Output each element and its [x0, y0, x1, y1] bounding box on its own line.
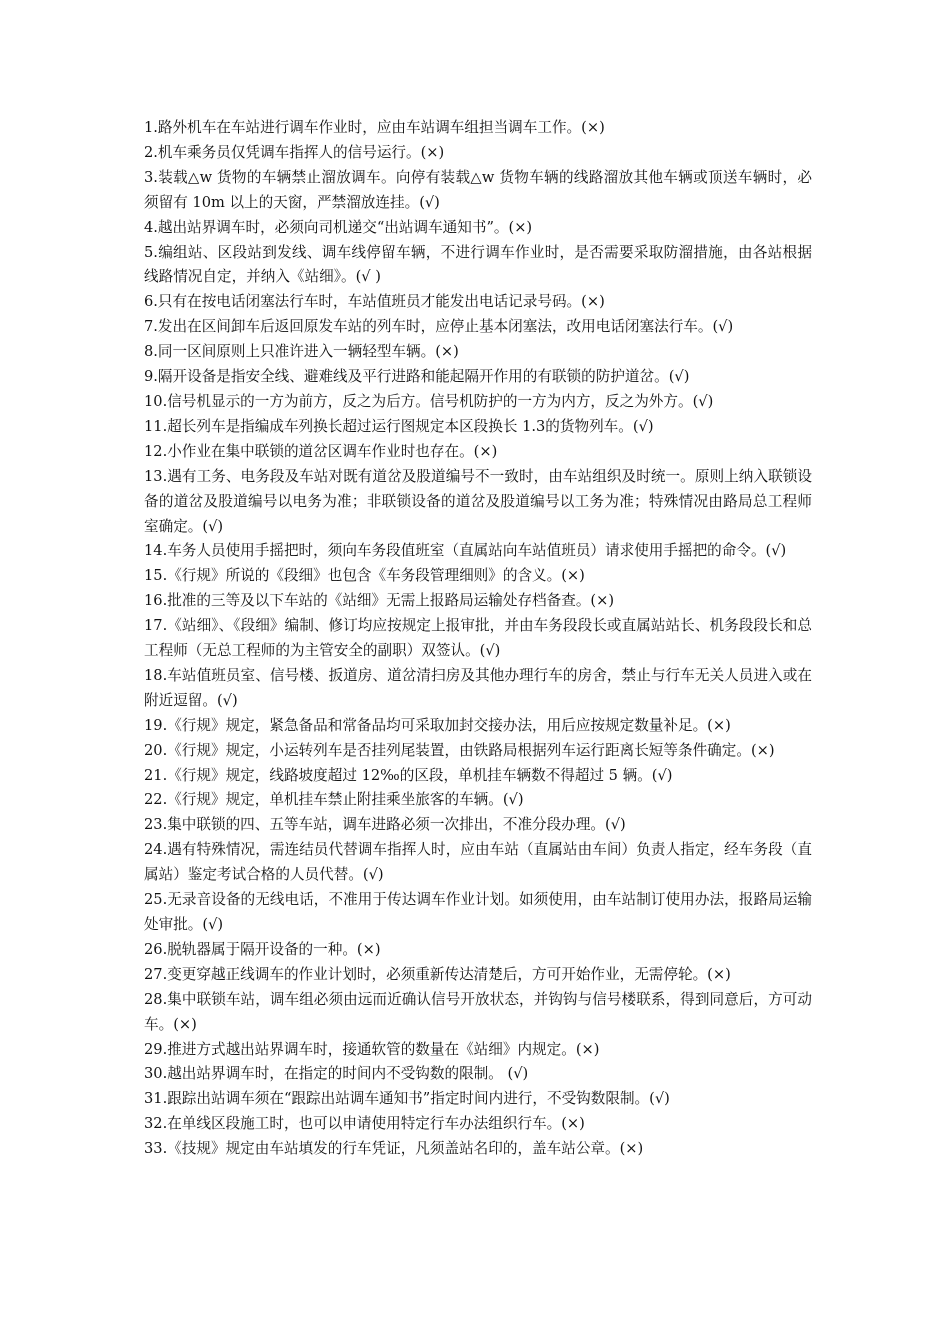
question-item: 24.遇有特殊情况，需连结员代替调车指挥人时，应由车站（直属站由车间）负责人指定，经车务段（直属站）鉴定考试合格的人员代替。(√)	[144, 841, 812, 884]
question-item: 17.《站细》、《段细》编制、修订均应按规定上报审批，并由车务段段长或直属站站长、机务段段长和总工程师（无总工程师的为主管安全的副职）双签认。(√)	[144, 617, 812, 660]
question-item: 33.《技规》规定由车站填发的行车凭证，凡须盖站名印的，盖车站公章。(×)	[144, 1140, 644, 1158]
question-item: 16.批准的三等及以下车站的《站细》无需上报路局运输处存档备查。(×)	[144, 592, 615, 610]
question-item: 11.超长列车是指编成车列换长超过运行图规定本区段换长 1.3的货物列车。(√)	[144, 417, 654, 435]
question-item: 30.越出站界调车时，在指定的时间内不受钩数的限制。 (√)	[144, 1065, 529, 1083]
question-item: 18.车站值班员室、信号楼、扳道房、道岔清扫房及其他办理行车的房舍，禁止与行车无关人员进入或在附近逗留。(√)	[144, 666, 812, 709]
question-item: 1.路外机车在车站进行调车作业时，应由车站调车组担当调车工作。(×)	[144, 119, 605, 136]
question-item: 28.集中联锁车站，调车组必须由远而近确认信号开放状态，并钩钩与信号楼联系，得到同意后，方可动车。(×)	[144, 990, 812, 1033]
question-item: 9.隔开设备是指安全线、避难线及平行进路和能起隔开作用的有联锁的防护道岔。(√)	[144, 368, 690, 386]
question-item: 6.只有在按电话闭塞法行车时，车站值班员才能发出电话记录号码。(×)	[144, 293, 605, 311]
question-item: 26.脱轨器属于隔开设备的一种。(×)	[144, 940, 381, 958]
question-item: 20.《行规》规定，小运转列车是否挂列尾装置，由铁路局根据列车运行距离长短等条件确定。(×)	[144, 741, 775, 759]
question-item: 4.越出站界调车时，必须向司机递交“出站调车通知书”。(×)	[144, 218, 533, 236]
document-body	[144, 116, 812, 1162]
question-item: 23.集中联锁的四、五等车站，调车进路必须一次排出，不准分段办理。(√)	[144, 816, 626, 834]
question-item: 27.变更穿越正线调车的作业计划时，必须重新传达清楚后，方可开始作业，无需停轮。(×)	[144, 965, 731, 983]
question-item: 22.《行规》规定，单机挂车禁止附挂乘坐旅客的车辆。(√)	[144, 791, 524, 809]
question-item: 12.小作业在集中联锁的道岔区调车作业时也存在。(×)	[144, 442, 498, 460]
question-item: 31.跟踪出站调车须在“跟踪出站调车通知书”指定时间内进行，不受钩数限制。(√)	[144, 1090, 670, 1108]
question-item: 21.《行规》规定，线路坡度超过 12‰的区段，单机挂车辆数不得超过 5 辆。(√)	[144, 766, 673, 784]
question-item: 15.《行规》所说的《段细》也包含《车务段管理细则》的含义。(×)	[144, 567, 585, 585]
question-item: 2.机车乘务员仅凭调车指挥人的信号运行。(×)	[144, 143, 445, 161]
question-item: 14.车务人员使用手摇把时，须向车务段值班室（直属站向车站值班员）请求使用手摇把的命令。(√)	[144, 542, 787, 560]
question-item: 8.同一区间原则上只准许进入一辆轻型车辆。(×)	[144, 343, 459, 361]
question-item: 13.遇有工务、电务段及车站对既有道岔及股道编号不一致时，由车站组织及时统一。原则上纳入联锁设备的道岔及股道编号以电务为准；非联锁设备的道岔及股道编号以工务为准；特殊情况由路局总工程师室确定。(√)	[144, 467, 812, 535]
question-item: 19.《行规》规定，紧急备品和常备品均可采取加封交接办法，用后应按规定数量补足。(×)	[144, 716, 731, 734]
question-item: 3.装载△w 货物的车辆禁止溜放调车。向停有装载△w 货物车辆的线路溜放其他车辆或顶送车辆时，必须留有 10m 以上的天窗，严禁溜放连挂。(√)	[144, 168, 812, 211]
question-item: 7.发出在区间卸车后返回原发车站的列车时，应停止基本闭塞法，改用电话闭塞法行车。(√)	[144, 318, 734, 336]
question-item: 5.编组站、区段站到发线、调车线停留车辆，不进行调车作业时，是否需要采取防溜措施，由各站根据线路情况自定，并纳入《站细》。(√ )	[144, 243, 812, 286]
question-item: 25.无录音设备的无线电话，不准用于传达调车作业计划。如须使用，由车站制订使用办法，报路局运输处审批。(√)	[144, 891, 812, 933]
question-item: 10.信号机显示的一方为前方，反之为后方。信号机防护的一方为内方，反之为外方。(√)	[144, 392, 714, 410]
question-item: 29.推进方式越出站界调车时，接通软管的数量在《站细》内规定。(×)	[144, 1040, 600, 1058]
question-item: 32.在单线区段施工时，也可以申请使用特定行车办法组织行车。(×)	[144, 1115, 585, 1133]
